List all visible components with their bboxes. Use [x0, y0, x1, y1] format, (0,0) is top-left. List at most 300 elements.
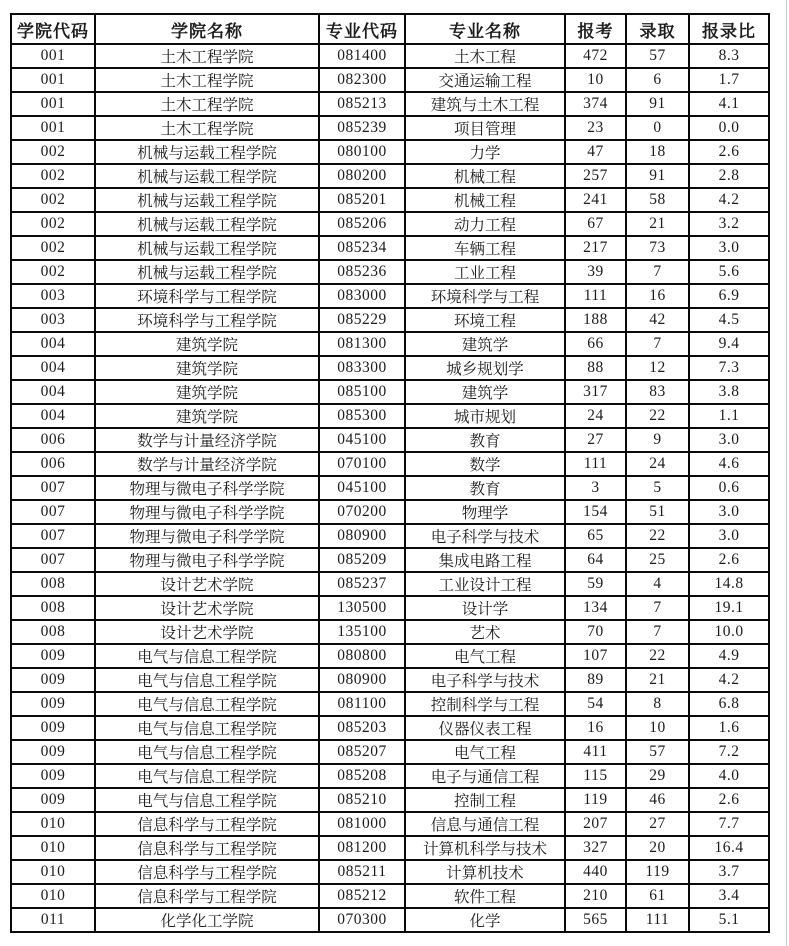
table-cell: 4.2 — [689, 668, 769, 692]
table-cell: 环境科学与工程学院 — [95, 308, 319, 332]
table-cell: 交通运输工程 — [405, 68, 565, 92]
table-cell: 教育 — [405, 476, 565, 500]
table-row — [11, 236, 769, 260]
table-cell: 001 — [11, 44, 95, 68]
table-cell: 软件工程 — [405, 884, 565, 908]
table-cell: 411 — [565, 740, 626, 764]
table-cell: 39 — [565, 260, 626, 284]
table-cell: 085210 — [319, 788, 405, 812]
table-cell: 城市规划 — [405, 404, 565, 428]
table-cell: 2.6 — [689, 788, 769, 812]
table-cell: 7.7 — [689, 812, 769, 836]
table-cell: 9 — [626, 428, 689, 452]
table-row — [11, 644, 769, 668]
column-header: 报录比 — [689, 14, 769, 44]
table-cell: 23 — [565, 116, 626, 140]
table-cell: 007 — [11, 476, 95, 500]
table-row — [11, 380, 769, 404]
table-cell: 29 — [626, 764, 689, 788]
table-cell: 006 — [11, 428, 95, 452]
table-row — [11, 500, 769, 524]
table-cell: 081400 — [319, 44, 405, 68]
table-cell: 电气与信息工程学院 — [95, 740, 319, 764]
table-row — [11, 692, 769, 716]
table-cell: 045100 — [319, 476, 405, 500]
table-cell: 004 — [11, 356, 95, 380]
table-cell: 3.8 — [689, 380, 769, 404]
table-cell: 207 — [565, 812, 626, 836]
table-cell: 003 — [11, 284, 95, 308]
table-cell: 002 — [11, 140, 95, 164]
table-cell: 建筑学 — [405, 332, 565, 356]
table-cell: 4 — [626, 572, 689, 596]
table-cell: 472 — [565, 44, 626, 68]
table-cell: 信息科学与工程学院 — [95, 812, 319, 836]
table-cell: 004 — [11, 380, 95, 404]
table-cell: 085203 — [319, 716, 405, 740]
table-cell: 建筑学院 — [95, 332, 319, 356]
table-cell: 007 — [11, 524, 95, 548]
table-cell: 081100 — [319, 692, 405, 716]
table-row — [11, 404, 769, 428]
table-cell: 信息与通信工程 — [405, 812, 565, 836]
table-cell: 土木工程学院 — [95, 92, 319, 116]
table-cell: 008 — [11, 572, 95, 596]
table-cell: 241 — [565, 188, 626, 212]
table-cell: 6 — [626, 68, 689, 92]
table-cell: 4.5 — [689, 308, 769, 332]
table-cell: 环境科学与工程 — [405, 284, 565, 308]
table-cell: 085211 — [319, 860, 405, 884]
table-cell: 环境工程 — [405, 308, 565, 332]
table-cell: 设计艺术学院 — [95, 572, 319, 596]
table-row — [11, 188, 769, 212]
table-cell: 91 — [626, 164, 689, 188]
table-cell: 电气工程 — [405, 644, 565, 668]
table-row — [11, 92, 769, 116]
table-cell: 10.0 — [689, 620, 769, 644]
table-cell: 154 — [565, 500, 626, 524]
table-cell: 物理与微电子科学学院 — [95, 500, 319, 524]
table-row — [11, 476, 769, 500]
table-cell: 2.6 — [689, 140, 769, 164]
table-cell: 机械与运载工程学院 — [95, 236, 319, 260]
table-cell: 5.6 — [689, 260, 769, 284]
table-cell: 1.7 — [689, 68, 769, 92]
table-cell: 建筑学院 — [95, 380, 319, 404]
table-cell: 085236 — [319, 260, 405, 284]
column-header: 学院名称 — [95, 14, 319, 44]
table-cell: 土木工程学院 — [95, 44, 319, 68]
table-cell: 081200 — [319, 836, 405, 860]
table-cell: 电气与信息工程学院 — [95, 644, 319, 668]
table-cell: 集成电路工程 — [405, 548, 565, 572]
table-cell: 16 — [626, 284, 689, 308]
table-cell: 2.6 — [689, 548, 769, 572]
table-cell: 0.0 — [689, 116, 769, 140]
table-cell: 64 — [565, 548, 626, 572]
table-cell: 111 — [565, 452, 626, 476]
table-cell: 080100 — [319, 140, 405, 164]
table-cell: 008 — [11, 596, 95, 620]
table-cell: 58 — [626, 188, 689, 212]
table-cell: 土木工程 — [405, 44, 565, 68]
table-cell: 007 — [11, 500, 95, 524]
table-row — [11, 836, 769, 860]
table-row — [11, 140, 769, 164]
table-cell: 信息科学与工程学院 — [95, 860, 319, 884]
table-cell: 10 — [626, 716, 689, 740]
table-cell: 7 — [626, 260, 689, 284]
table-row — [11, 884, 769, 908]
table-cell: 工业工程 — [405, 260, 565, 284]
table-cell: 004 — [11, 404, 95, 428]
table-cell: 565 — [565, 908, 626, 932]
table-cell: 111 — [626, 908, 689, 932]
table-cell: 电气与信息工程学院 — [95, 668, 319, 692]
table-row — [11, 116, 769, 140]
table-row — [11, 212, 769, 236]
table-cell: 51 — [626, 500, 689, 524]
table-cell: 130500 — [319, 596, 405, 620]
table-cell: 070200 — [319, 500, 405, 524]
column-header: 报考 — [565, 14, 626, 44]
table-cell: 建筑与土木工程 — [405, 92, 565, 116]
table-cell: 机械与运载工程学院 — [95, 188, 319, 212]
table-cell: 机械与运载工程学院 — [95, 164, 319, 188]
table-cell: 1.6 — [689, 716, 769, 740]
table-cell: 物理与微电子科学学院 — [95, 476, 319, 500]
table-cell: 081300 — [319, 332, 405, 356]
table-cell: 教育 — [405, 428, 565, 452]
table-cell: 085207 — [319, 740, 405, 764]
table-cell: 440 — [565, 860, 626, 884]
table-row — [11, 620, 769, 644]
table-cell: 009 — [11, 788, 95, 812]
table-cell: 4.1 — [689, 92, 769, 116]
table-cell: 3 — [565, 476, 626, 500]
table-cell: 设计艺术学院 — [95, 620, 319, 644]
table-cell: 3.7 — [689, 860, 769, 884]
table-cell: 009 — [11, 716, 95, 740]
table-cell: 115 — [565, 764, 626, 788]
table-cell: 2.8 — [689, 164, 769, 188]
table-cell: 085234 — [319, 236, 405, 260]
table-cell: 7.3 — [689, 356, 769, 380]
table-cell: 建筑学院 — [95, 356, 319, 380]
table-cell: 085209 — [319, 548, 405, 572]
table-cell: 环境科学与工程学院 — [95, 284, 319, 308]
table-cell: 设计学 — [405, 596, 565, 620]
table-cell: 21 — [626, 212, 689, 236]
table-cell: 27 — [565, 428, 626, 452]
table-cell: 城乡规划学 — [405, 356, 565, 380]
table-cell: 57 — [626, 44, 689, 68]
table-cell: 135100 — [319, 620, 405, 644]
table-row — [11, 908, 769, 932]
table-cell: 20 — [626, 836, 689, 860]
table-cell: 070300 — [319, 908, 405, 932]
table-cell: 控制工程 — [405, 788, 565, 812]
table-cell: 011 — [11, 908, 95, 932]
table-cell: 003 — [11, 308, 95, 332]
table-cell: 3.0 — [689, 500, 769, 524]
table-row — [11, 164, 769, 188]
table-cell: 电子科学与技术 — [405, 668, 565, 692]
table-cell: 080900 — [319, 524, 405, 548]
table-cell: 327 — [565, 836, 626, 860]
table-cell: 88 — [565, 356, 626, 380]
table-cell: 动力工程 — [405, 212, 565, 236]
table-cell: 1.1 — [689, 404, 769, 428]
table-cell: 70 — [565, 620, 626, 644]
table-cell: 机械与运载工程学院 — [95, 260, 319, 284]
table-row — [11, 284, 769, 308]
table-cell: 085237 — [319, 572, 405, 596]
table-cell: 机械工程 — [405, 164, 565, 188]
table-cell: 085212 — [319, 884, 405, 908]
table-cell: 3.0 — [689, 428, 769, 452]
table-cell: 47 — [565, 140, 626, 164]
table-cell: 080800 — [319, 644, 405, 668]
table-cell: 083000 — [319, 284, 405, 308]
table-cell: 车辆工程 — [405, 236, 565, 260]
table-row — [11, 740, 769, 764]
table-cell: 085213 — [319, 92, 405, 116]
table-cell: 工业设计工程 — [405, 572, 565, 596]
table-cell: 19.1 — [689, 596, 769, 620]
table-cell: 001 — [11, 68, 95, 92]
table-cell: 7.2 — [689, 740, 769, 764]
table-cell: 仪器仪表工程 — [405, 716, 565, 740]
table-row — [11, 860, 769, 884]
table-cell: 7 — [626, 596, 689, 620]
table-cell: 91 — [626, 92, 689, 116]
table-cell: 006 — [11, 452, 95, 476]
table-cell: 119 — [626, 860, 689, 884]
table-cell: 085239 — [319, 116, 405, 140]
table-cell: 009 — [11, 764, 95, 788]
table-cell: 5.1 — [689, 908, 769, 932]
table-cell: 111 — [565, 284, 626, 308]
table-cell: 7 — [626, 620, 689, 644]
table-cell: 电气与信息工程学院 — [95, 716, 319, 740]
table-cell: 4.0 — [689, 764, 769, 788]
table-cell: 002 — [11, 212, 95, 236]
table-cell: 0.6 — [689, 476, 769, 500]
table-cell: 计算机科学与技术 — [405, 836, 565, 860]
table-cell: 土木工程学院 — [95, 68, 319, 92]
table-cell: 119 — [565, 788, 626, 812]
table-cell: 107 — [565, 644, 626, 668]
table-row — [11, 428, 769, 452]
table-cell: 0 — [626, 116, 689, 140]
table-row — [11, 44, 769, 68]
table-row — [11, 452, 769, 476]
table-cell: 6.9 — [689, 284, 769, 308]
table-cell: 项目管理 — [405, 116, 565, 140]
table-row — [11, 812, 769, 836]
table-row — [11, 764, 769, 788]
table-cell: 67 — [565, 212, 626, 236]
table-cell: 化学化工学院 — [95, 908, 319, 932]
table-cell: 16 — [565, 716, 626, 740]
table-cell: 3.2 — [689, 212, 769, 236]
table-cell: 66 — [565, 332, 626, 356]
table-cell: 8.3 — [689, 44, 769, 68]
table-cell: 085100 — [319, 380, 405, 404]
table-cell: 电子与通信工程 — [405, 764, 565, 788]
table-cell: 24 — [565, 404, 626, 428]
table-cell: 18 — [626, 140, 689, 164]
table-cell: 57 — [626, 740, 689, 764]
table-cell: 3.0 — [689, 236, 769, 260]
table-cell: 001 — [11, 116, 95, 140]
table-cell: 085201 — [319, 188, 405, 212]
table-cell: 10 — [565, 68, 626, 92]
table-row — [11, 308, 769, 332]
table-cell: 21 — [626, 668, 689, 692]
table-cell: 建筑学 — [405, 380, 565, 404]
table-cell: 217 — [565, 236, 626, 260]
table-cell: 009 — [11, 740, 95, 764]
table-cell: 009 — [11, 692, 95, 716]
table-cell: 电子科学与技术 — [405, 524, 565, 548]
table-cell: 081000 — [319, 812, 405, 836]
table-cell: 4.6 — [689, 452, 769, 476]
table-cell: 22 — [626, 404, 689, 428]
table-cell: 电气与信息工程学院 — [95, 764, 319, 788]
table-cell: 002 — [11, 188, 95, 212]
table-cell: 土木工程学院 — [95, 116, 319, 140]
table-cell: 89 — [565, 668, 626, 692]
table-row — [11, 788, 769, 812]
table-cell: 188 — [565, 308, 626, 332]
table-cell: 61 — [626, 884, 689, 908]
table-cell: 数学与计量经济学院 — [95, 452, 319, 476]
table-cell: 计算机技术 — [405, 860, 565, 884]
table-cell: 045100 — [319, 428, 405, 452]
table-cell: 54 — [565, 692, 626, 716]
table-cell: 电气与信息工程学院 — [95, 788, 319, 812]
table-cell: 5 — [626, 476, 689, 500]
table-cell: 22 — [626, 524, 689, 548]
column-header: 录取 — [626, 14, 689, 44]
table-cell: 080900 — [319, 668, 405, 692]
table-cell: 16.4 — [689, 836, 769, 860]
table-cell: 机械工程 — [405, 188, 565, 212]
table-cell: 力学 — [405, 140, 565, 164]
table-cell: 7 — [626, 332, 689, 356]
table-row — [11, 548, 769, 572]
table-cell: 化学 — [405, 908, 565, 932]
column-header: 专业名称 — [405, 14, 565, 44]
table-cell: 002 — [11, 164, 95, 188]
table-cell: 374 — [565, 92, 626, 116]
table-cell: 002 — [11, 236, 95, 260]
table-cell: 070100 — [319, 452, 405, 476]
table-row — [11, 668, 769, 692]
table-cell: 007 — [11, 548, 95, 572]
table-row — [11, 716, 769, 740]
table-cell: 物理学 — [405, 500, 565, 524]
table-cell: 信息科学与工程学院 — [95, 884, 319, 908]
table-cell: 42 — [626, 308, 689, 332]
table-cell: 65 — [565, 524, 626, 548]
table-row — [11, 260, 769, 284]
table-cell: 082300 — [319, 68, 405, 92]
table-cell: 46 — [626, 788, 689, 812]
table-cell: 83 — [626, 380, 689, 404]
table-row — [11, 572, 769, 596]
table-cell: 010 — [11, 860, 95, 884]
table-cell: 210 — [565, 884, 626, 908]
table-cell: 080200 — [319, 164, 405, 188]
admission-stats-table — [10, 13, 770, 933]
table-cell: 257 — [565, 164, 626, 188]
table-cell: 73 — [626, 236, 689, 260]
table-row — [11, 356, 769, 380]
table-cell: 001 — [11, 92, 95, 116]
table-cell: 3.0 — [689, 524, 769, 548]
table-cell: 27 — [626, 812, 689, 836]
page-edge-line — [786, 0, 787, 946]
table-cell: 010 — [11, 836, 95, 860]
table-cell: 6.8 — [689, 692, 769, 716]
table-cell: 134 — [565, 596, 626, 620]
table-cell: 317 — [565, 380, 626, 404]
table-cell: 008 — [11, 620, 95, 644]
column-header: 学院代码 — [11, 14, 95, 44]
table-cell: 009 — [11, 668, 95, 692]
table-cell: 电气工程 — [405, 740, 565, 764]
table-cell: 59 — [565, 572, 626, 596]
table-cell: 信息科学与工程学院 — [95, 836, 319, 860]
table-cell: 数学 — [405, 452, 565, 476]
header-row — [11, 14, 769, 44]
table-row — [11, 596, 769, 620]
table-cell: 009 — [11, 644, 95, 668]
table-row — [11, 68, 769, 92]
column-header: 专业代码 — [319, 14, 405, 44]
table-cell: 物理与微电子科学学院 — [95, 524, 319, 548]
table-cell: 085208 — [319, 764, 405, 788]
table-cell: 机械与运载工程学院 — [95, 212, 319, 236]
table-cell: 3.4 — [689, 884, 769, 908]
table-cell: 22 — [626, 644, 689, 668]
table-cell: 24 — [626, 452, 689, 476]
table-cell: 010 — [11, 884, 95, 908]
table-cell: 9.4 — [689, 332, 769, 356]
table-cell: 085206 — [319, 212, 405, 236]
table-cell: 建筑学院 — [95, 404, 319, 428]
table-row — [11, 524, 769, 548]
table-cell: 085300 — [319, 404, 405, 428]
table-cell: 4.9 — [689, 644, 769, 668]
table-cell: 010 — [11, 812, 95, 836]
table-cell: 设计艺术学院 — [95, 596, 319, 620]
table-cell: 控制科学与工程 — [405, 692, 565, 716]
table-cell: 数学与计量经济学院 — [95, 428, 319, 452]
table-cell: 物理与微电子科学学院 — [95, 548, 319, 572]
table-cell: 085229 — [319, 308, 405, 332]
table-cell: 4.2 — [689, 188, 769, 212]
table-cell: 14.8 — [689, 572, 769, 596]
table-cell: 艺术 — [405, 620, 565, 644]
table-cell: 8 — [626, 692, 689, 716]
table-cell: 12 — [626, 356, 689, 380]
table-row — [11, 332, 769, 356]
